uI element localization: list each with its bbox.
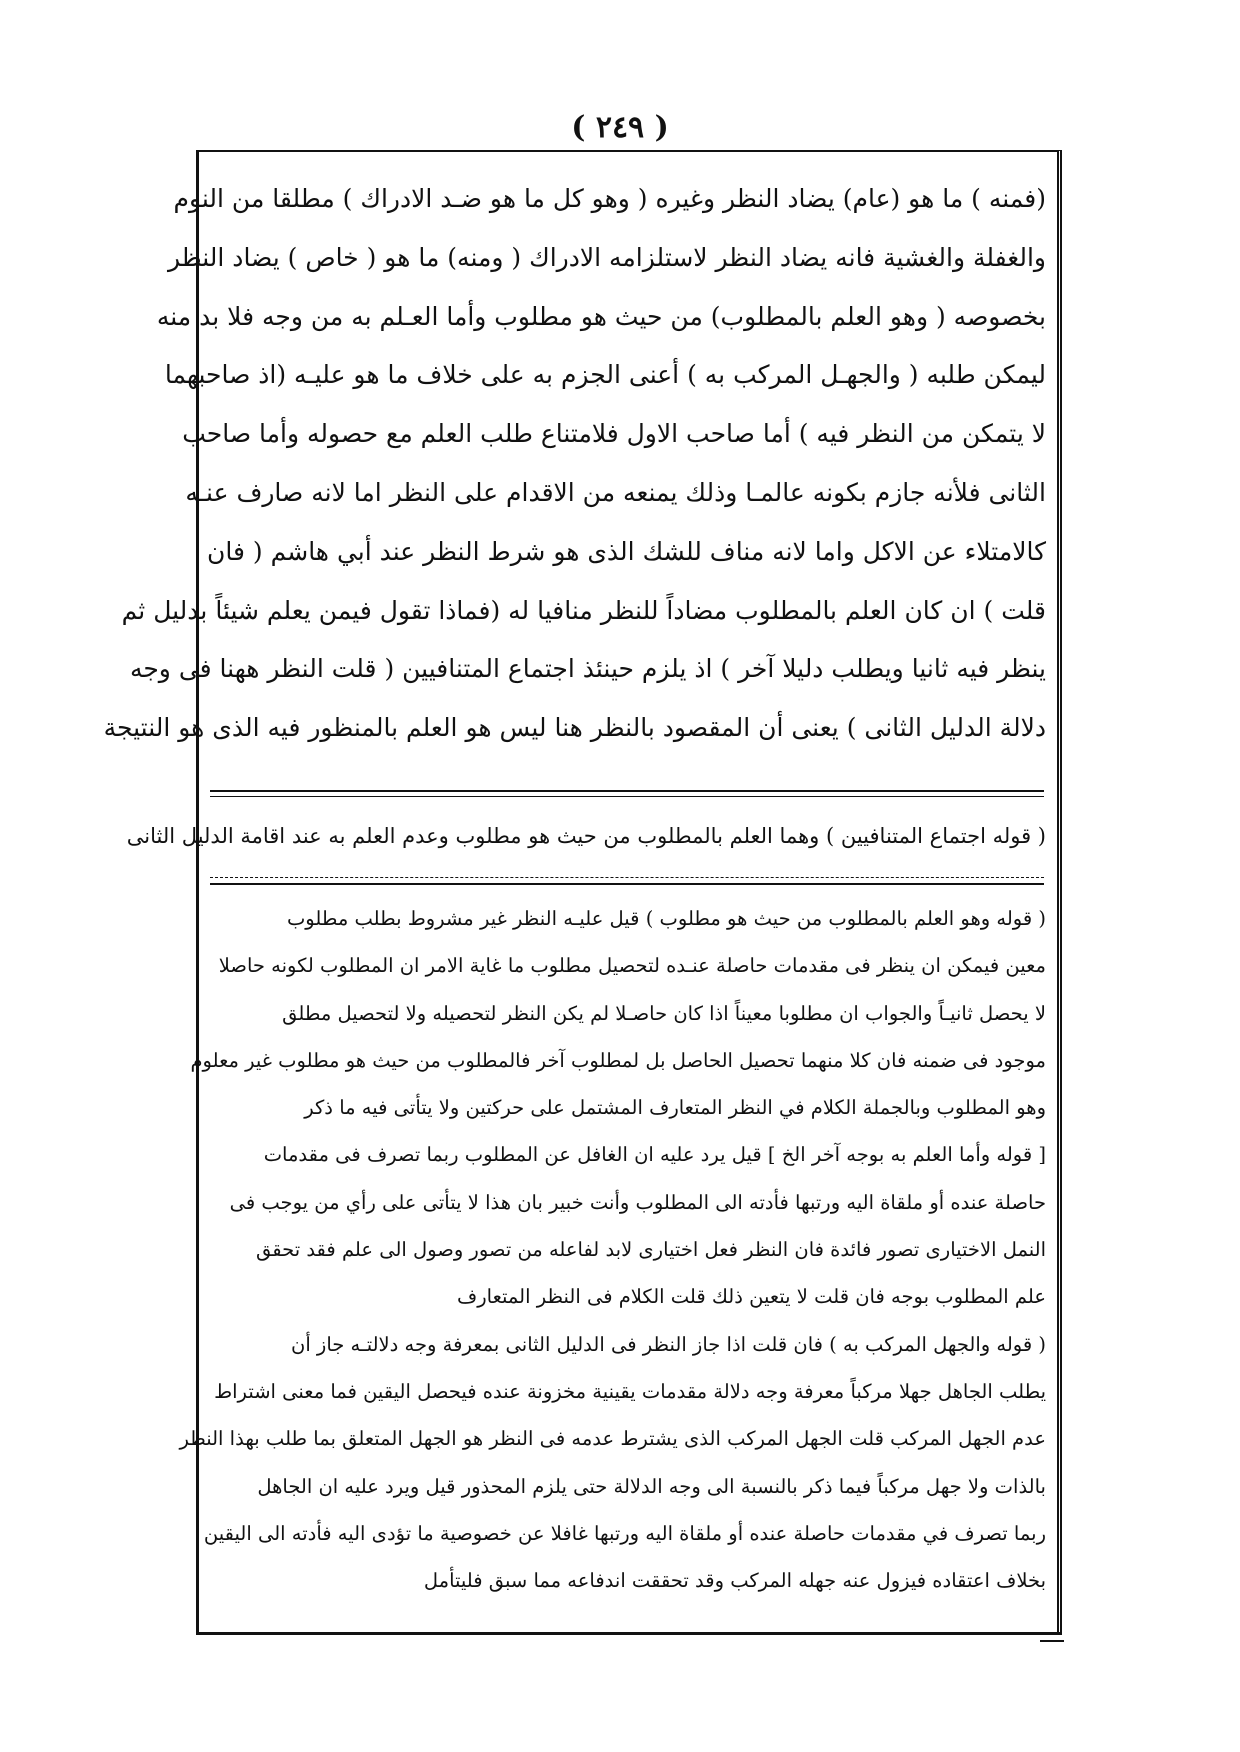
commentary-line: علم المطلوب بوجه فان قلت لا يتعين ذلك قلت الكلام فى النظر المتعارف [457,1285,1046,1309]
commentary-line: لا يحصل ثانيـاً والجواب ان مطلوبا معيناً اذا كان حاصـلا لم يكن النظر لتحصيله ولا لتحصيل مطلق [282,1001,1046,1025]
main-text-line: دلالة الدليل الثانى ) يعنى أن المقصود بالنظر هنا ليس هو العلم بالمنظور فيه الذى هو النتيجة [103,713,1046,743]
commentary-line: ربما تصرف في مقدمات حاصلة عنده أو ملقاة اليه ورتبها غافلا عن خصوصية ما تؤدى اليه فأدته الى اليقين [203,1521,1046,1545]
frame-bottom-rule-short [1040,1640,1064,1642]
commentary-block [179,895,1046,1604]
commentary-line: عدم الجهل المركب قلت الجهل المركب الذى يشترط عدمه فى النظر هو الجهل المتعلق بما طلب بهذا النظر [179,1427,1046,1451]
commentary-line: معين فيمكن ان ينظر فى مقدمات حاصلة عنـده لتحصيل مطلوب ما غاية الامر ان المطلوب لكونه حاصلا [218,954,1046,978]
gloss-heading-block [126,808,1046,864]
main-text-line: والغفلة والغشية فانه يضاد النظر لاستلزامه الادراك ( ومنه) ما هو ( خاص ) يضاد النظر [167,242,1046,272]
commentary-line: بالذات ولا جهل مركباً فيما ذكر بالنسبة الى وجه الدلالة حتى يلزم المحذور قيل ويرد عليه ان الجاهل [257,1474,1046,1498]
main-text-line: ينظر فيه ثانيا ويطلب دليلا آخر ) اذ يلزم حينئذ اجتماع المتنافيين ( قلت النظر ههنا فى وجه [129,654,1046,684]
main-text-line: (فمنه ) ما هو (عام) يضاد النظر وغيره ( وهو كل ما هو ضـد الادراك ) مطلقا من النوم [173,184,1046,213]
main-text-line: بخصوصه ( وهو العلم بالمطلوب) من حيث هو مطلوب وأما العـلم به من وجه فلا بد منه [156,301,1046,331]
commentary-line: بخلاف اعتقاده فيزول عنه جهله المركب وقد تحققت اندفاعه مما سبق فليتأمل [423,1569,1046,1593]
commentary-line: حاصلة عنده أو ملقاة اليه ورتبها فأدته الى المطلوب وأنت خبير بان هذا لا يتأتى على رأي من يوجب فى [229,1190,1046,1214]
commentary-line: موجود فى ضمنه فان كلا منهما تحصيل الحاصل بل لمطلوب آخر فالمطلوب من حيث هو مطلوب غير معلوم [190,1048,1046,1072]
section-divider [210,796,1044,797]
commentary-line: ( قوله وهو العلم بالمطلوب من حيث هو مطلوب ) قيل عليـه النظر غير مشروط بطلب مطلوب [286,907,1046,930]
main-text-line: قلت ) ان كان العلم بالمطلوب مضاداً للنظر منافيا له (فماذا تقول فيمن يعلم شيئاً بدليل ثم [121,595,1046,625]
main-text-block [103,170,1046,758]
main-text-line: كالامتلاء عن الاكل واما لانه مناف للشك الذى هو شرط النظر عند أبي هاشم ( فان [207,536,1046,566]
section-divider [210,790,1044,792]
commentary-line: [ قوله وأما العلم به بوجه آخر الخ ] قيل يرد عليه ان الغافل عن المطلوب ربما تصرف فى مقدمات [263,1143,1046,1167]
section-divider [210,877,1044,878]
page-number: ( ٢٤٩ ) [571,110,669,145]
main-text-line: لا يتمكن من النظر فيه ) أما صاحب الاول فلامتناع طلب العلم مع حصوله وأما صاحب [182,419,1046,449]
section-divider [210,883,1044,885]
main-text-line: الثانى فلأنه جازم بكونه عالمـا وذلك يمنعه من الاقدام على النظر اما لانه صارف عنـه [185,477,1046,507]
commentary-line: يطلب الجاهل جهلا مركباً معرفة وجه دلالة مقدمات يقينية مخزونة عنده فيحصل اليقين فما معنى اشتراط [214,1379,1046,1403]
commentary-line: وهو المطلوب وبالجملة الكلام في النظر المتعارف المشتمل على حركتين ولا يتأتى فيه ما ذكر [304,1096,1046,1120]
commentary-line: النمل الاختيارى تصور فائدة فان النظر فعل اختيارى لابد لفاعله من تصور وصول الى علم فقد تحقق [255,1238,1046,1262]
gloss-heading: ( قوله اجتماع المتنافيين ) وهما العلم بالمطلوب من حيث هو مطلوب وعدم العلم به عند اقامة الدليل الثانى [126,824,1046,848]
commentary-line: ( قوله والجهل المركب به ) فان قلت اذا جاز النظر فى الدليل الثانى بمعرفة وجه دلالتـه جاز أن [291,1332,1046,1356]
frame-bottom-rule [196,1632,1062,1635]
main-text-line: ليمكن طلبه ( والجهـل المركب به ) أعنى الجزم به على خلاف ما هو عليـه (اذ صاحبهما [164,360,1046,390]
